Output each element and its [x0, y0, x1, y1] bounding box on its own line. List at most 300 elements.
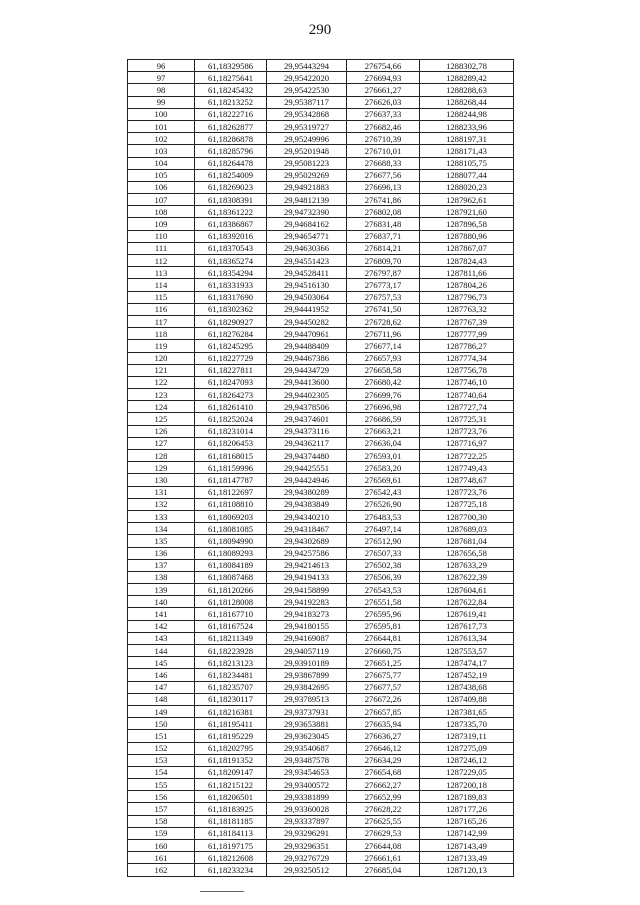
x-coordinate-cell: 276502,38 — [347, 559, 420, 571]
longitude-cell: 29,94450282 — [267, 315, 347, 327]
latitude-cell: 61,18227729 — [195, 352, 267, 364]
point-number-cell: 151 — [128, 730, 195, 742]
x-coordinate-cell: 276837,71 — [347, 230, 420, 242]
latitude-cell: 61,18234481 — [195, 669, 267, 681]
latitude-cell: 61,18122697 — [195, 486, 267, 498]
longitude-cell: 29,94180155 — [267, 620, 347, 632]
latitude-cell: 61,18302362 — [195, 303, 267, 315]
latitude-cell: 61,18216381 — [195, 705, 267, 717]
table-row — [128, 840, 514, 852]
point-number-cell: 123 — [128, 389, 195, 401]
x-coordinate-cell: 276677,57 — [347, 681, 420, 693]
y-coordinate-cell: 1287409,88 — [420, 693, 514, 705]
x-coordinate-cell: 276802,08 — [347, 206, 420, 218]
latitude-cell: 61,18184113 — [195, 827, 267, 839]
latitude-cell: 61,18233234 — [195, 864, 267, 876]
point-number-cell: 113 — [128, 267, 195, 279]
point-number-cell: 100 — [128, 108, 195, 120]
x-coordinate-cell: 276711,96 — [347, 328, 420, 340]
longitude-cell: 29,93381899 — [267, 791, 347, 803]
y-coordinate-cell: 1287177,26 — [420, 803, 514, 815]
table-row — [128, 218, 514, 230]
table-row — [128, 303, 514, 315]
y-coordinate-cell: 1287553,57 — [420, 645, 514, 657]
table-row — [128, 791, 514, 803]
y-coordinate-cell: 1287633,29 — [420, 559, 514, 571]
table-row — [128, 60, 514, 72]
x-coordinate-cell: 276773,17 — [347, 279, 420, 291]
latitude-cell: 61,18354294 — [195, 267, 267, 279]
latitude-cell: 61,18197175 — [195, 840, 267, 852]
x-coordinate-cell: 276644,81 — [347, 632, 420, 644]
longitude-cell: 29,94503064 — [267, 291, 347, 303]
latitude-cell: 61,18202795 — [195, 742, 267, 754]
y-coordinate-cell: 1287165,26 — [420, 815, 514, 827]
y-coordinate-cell: 1287748,67 — [420, 474, 514, 486]
point-number-cell: 127 — [128, 437, 195, 449]
longitude-cell: 29,95387117 — [267, 96, 347, 108]
point-number-cell: 108 — [128, 206, 195, 218]
point-number-cell: 111 — [128, 242, 195, 254]
x-coordinate-cell: 276595,96 — [347, 608, 420, 620]
y-coordinate-cell: 1287740,64 — [420, 389, 514, 401]
page-number: 290 — [308, 22, 332, 38]
x-coordinate-cell: 276635,94 — [347, 718, 420, 730]
y-coordinate-cell: 1287774,34 — [420, 352, 514, 364]
latitude-cell: 61,18108810 — [195, 498, 267, 510]
latitude-cell: 61,18167710 — [195, 608, 267, 620]
table-row — [128, 413, 514, 425]
longitude-cell: 29,94424946 — [267, 474, 347, 486]
point-number-cell: 115 — [128, 291, 195, 303]
table-row — [128, 705, 514, 717]
latitude-cell: 61,18286878 — [195, 133, 267, 145]
latitude-cell: 61,18264273 — [195, 389, 267, 401]
point-number-cell: 157 — [128, 803, 195, 815]
latitude-cell: 61,18245295 — [195, 340, 267, 352]
longitude-cell: 29,94516130 — [267, 279, 347, 291]
x-coordinate-cell: 276741,50 — [347, 303, 420, 315]
x-coordinate-cell: 276507,33 — [347, 547, 420, 559]
table-row — [128, 291, 514, 303]
longitude-cell: 29,93623045 — [267, 730, 347, 742]
x-coordinate-cell: 276483,53 — [347, 510, 420, 522]
x-coordinate-cell: 276658,58 — [347, 364, 420, 376]
longitude-cell: 29,93540687 — [267, 742, 347, 754]
point-number-cell: 145 — [128, 657, 195, 669]
table-row — [128, 315, 514, 327]
y-coordinate-cell: 1287681,04 — [420, 535, 514, 547]
latitude-cell: 61,18235707 — [195, 681, 267, 693]
x-coordinate-cell: 276661,61 — [347, 852, 420, 864]
longitude-cell: 29,94488409 — [267, 340, 347, 352]
latitude-cell: 61,18195229 — [195, 730, 267, 742]
y-coordinate-cell: 1287867,07 — [420, 242, 514, 254]
latitude-cell: 61,18247093 — [195, 376, 267, 388]
point-number-cell: 147 — [128, 681, 195, 693]
y-coordinate-cell: 1288244,98 — [420, 108, 514, 120]
x-coordinate-cell: 276512,90 — [347, 535, 420, 547]
table-row — [128, 364, 514, 376]
point-number-cell: 159 — [128, 827, 195, 839]
point-number-cell: 121 — [128, 364, 195, 376]
table-row — [128, 108, 514, 120]
y-coordinate-cell: 1287763,32 — [420, 303, 514, 315]
y-coordinate-cell: 1288077,44 — [420, 169, 514, 181]
table-row — [128, 328, 514, 340]
table-row — [128, 620, 514, 632]
y-coordinate-cell: 1287767,39 — [420, 315, 514, 327]
latitude-cell: 61,18087468 — [195, 571, 267, 583]
point-number-cell: 134 — [128, 523, 195, 535]
x-coordinate-cell: 276526,90 — [347, 498, 420, 510]
x-coordinate-cell: 276797,87 — [347, 267, 420, 279]
longitude-cell: 29,94654771 — [267, 230, 347, 242]
y-coordinate-cell: 1287335,70 — [420, 718, 514, 730]
point-number-cell: 117 — [128, 315, 195, 327]
longitude-cell: 29,94402305 — [267, 389, 347, 401]
x-coordinate-cell: 276569,61 — [347, 474, 420, 486]
table-row — [128, 681, 514, 693]
longitude-cell: 29,94467386 — [267, 352, 347, 364]
point-number-cell: 98 — [128, 84, 195, 96]
longitude-cell: 29,94318467 — [267, 523, 347, 535]
longitude-cell: 29,94413600 — [267, 376, 347, 388]
x-coordinate-cell: 276551,58 — [347, 596, 420, 608]
longitude-cell: 29,93653881 — [267, 718, 347, 730]
longitude-cell: 29,95443294 — [267, 60, 347, 72]
x-coordinate-cell: 276654,68 — [347, 766, 420, 778]
x-coordinate-cell: 276637,33 — [347, 108, 420, 120]
point-number-cell: 152 — [128, 742, 195, 754]
point-number-cell: 110 — [128, 230, 195, 242]
longitude-cell: 29,95342868 — [267, 108, 347, 120]
y-coordinate-cell: 1287716,97 — [420, 437, 514, 449]
longitude-cell: 29,94470961 — [267, 328, 347, 340]
x-coordinate-cell: 276657,85 — [347, 705, 420, 717]
latitude-cell: 61,18168015 — [195, 450, 267, 462]
latitude-cell: 61,18081085 — [195, 523, 267, 535]
table-row — [128, 584, 514, 596]
longitude-cell: 29,93454653 — [267, 766, 347, 778]
point-number-cell: 120 — [128, 352, 195, 364]
y-coordinate-cell: 1287723,76 — [420, 486, 514, 498]
latitude-cell: 61,18231014 — [195, 425, 267, 437]
point-number-cell: 142 — [128, 620, 195, 632]
x-coordinate-cell: 276636,04 — [347, 437, 420, 449]
longitude-cell: 29,95029269 — [267, 169, 347, 181]
table-row — [128, 608, 514, 620]
point-number-cell: 162 — [128, 864, 195, 876]
y-coordinate-cell: 1287880,96 — [420, 230, 514, 242]
table-row — [128, 230, 514, 242]
table-row — [128, 852, 514, 864]
longitude-cell: 29,95422020 — [267, 72, 347, 84]
point-number-cell: 97 — [128, 72, 195, 84]
longitude-cell: 29,94684162 — [267, 218, 347, 230]
point-number-cell: 158 — [128, 815, 195, 827]
table-row — [128, 498, 514, 510]
y-coordinate-cell: 1288233,96 — [420, 120, 514, 132]
x-coordinate-cell: 276662,27 — [347, 779, 420, 791]
y-coordinate-cell: 1287777,99 — [420, 328, 514, 340]
x-coordinate-cell: 276644,08 — [347, 840, 420, 852]
x-coordinate-cell: 276646,12 — [347, 742, 420, 754]
point-number-cell: 146 — [128, 669, 195, 681]
table-row — [128, 157, 514, 169]
point-number-cell: 156 — [128, 791, 195, 803]
longitude-cell: 29,94257586 — [267, 547, 347, 559]
point-number-cell: 118 — [128, 328, 195, 340]
latitude-cell: 61,18128008 — [195, 596, 267, 608]
point-number-cell: 119 — [128, 340, 195, 352]
longitude-cell: 29,94374480 — [267, 450, 347, 462]
latitude-cell: 61,18227811 — [195, 364, 267, 376]
table-row — [128, 779, 514, 791]
y-coordinate-cell: 1287604,61 — [420, 584, 514, 596]
x-coordinate-cell: 276809,70 — [347, 255, 420, 267]
x-coordinate-cell: 276672,26 — [347, 693, 420, 705]
table-row — [128, 766, 514, 778]
longitude-cell: 29,93400572 — [267, 779, 347, 791]
point-number-cell: 112 — [128, 255, 195, 267]
latitude-cell: 61,18317690 — [195, 291, 267, 303]
x-coordinate-cell: 276542,43 — [347, 486, 420, 498]
table-row — [128, 242, 514, 254]
longitude-cell: 29,94380289 — [267, 486, 347, 498]
latitude-cell: 61,18275641 — [195, 72, 267, 84]
x-coordinate-cell: 276680,42 — [347, 376, 420, 388]
point-number-cell: 103 — [128, 145, 195, 157]
table-row — [128, 181, 514, 193]
x-coordinate-cell: 276694,93 — [347, 72, 420, 84]
x-coordinate-cell: 276660,75 — [347, 645, 420, 657]
table-row — [128, 340, 514, 352]
table-row — [128, 632, 514, 644]
x-coordinate-cell: 276685,04 — [347, 864, 420, 876]
longitude-cell: 29,94169087 — [267, 632, 347, 644]
longitude-cell: 29,94214613 — [267, 559, 347, 571]
point-number-cell: 160 — [128, 840, 195, 852]
longitude-cell: 29,95422530 — [267, 84, 347, 96]
point-number-cell: 150 — [128, 718, 195, 730]
y-coordinate-cell: 1287189,83 — [420, 791, 514, 803]
table-row — [128, 376, 514, 388]
table-row — [128, 96, 514, 108]
point-number-cell: 129 — [128, 462, 195, 474]
x-coordinate-cell: 276628,22 — [347, 803, 420, 815]
latitude-cell: 61,18361222 — [195, 206, 267, 218]
y-coordinate-cell: 1287824,43 — [420, 255, 514, 267]
point-number-cell: 96 — [128, 60, 195, 72]
longitude-cell: 29,94373116 — [267, 425, 347, 437]
latitude-cell: 61,18386867 — [195, 218, 267, 230]
y-coordinate-cell: 1287438,68 — [420, 681, 514, 693]
longitude-cell: 29,94362117 — [267, 437, 347, 449]
table-row — [128, 474, 514, 486]
longitude-cell: 29,94425551 — [267, 462, 347, 474]
table-row — [128, 352, 514, 364]
y-coordinate-cell: 1287896,58 — [420, 218, 514, 230]
y-coordinate-cell: 1287474,17 — [420, 657, 514, 669]
longitude-cell: 29,94551423 — [267, 255, 347, 267]
y-coordinate-cell: 1287796,73 — [420, 291, 514, 303]
latitude-cell: 61,18331933 — [195, 279, 267, 291]
longitude-cell: 29,93737931 — [267, 705, 347, 717]
latitude-cell: 61,18213252 — [195, 96, 267, 108]
y-coordinate-cell: 1287656,58 — [420, 547, 514, 559]
longitude-cell: 29,94194133 — [267, 571, 347, 583]
y-coordinate-cell: 1288288,63 — [420, 84, 514, 96]
latitude-cell: 61,18285796 — [195, 145, 267, 157]
point-number-cell: 107 — [128, 194, 195, 206]
y-coordinate-cell: 1287143,49 — [420, 840, 514, 852]
longitude-cell: 29,94183273 — [267, 608, 347, 620]
latitude-cell: 61,18147787 — [195, 474, 267, 486]
latitude-cell: 61,18084189 — [195, 559, 267, 571]
point-number-cell: 101 — [128, 120, 195, 132]
y-coordinate-cell: 1287811,66 — [420, 267, 514, 279]
table-row — [128, 486, 514, 498]
point-number-cell: 153 — [128, 754, 195, 766]
y-coordinate-cell: 1287921,60 — [420, 206, 514, 218]
y-coordinate-cell: 1287617,73 — [420, 620, 514, 632]
point-number-cell: 130 — [128, 474, 195, 486]
point-number-cell: 124 — [128, 401, 195, 413]
table-row — [128, 864, 514, 876]
longitude-cell: 29,94528411 — [267, 267, 347, 279]
latitude-cell: 61,18191352 — [195, 754, 267, 766]
longitude-cell: 29,95081223 — [267, 157, 347, 169]
table-row — [128, 255, 514, 267]
latitude-cell: 61,18206501 — [195, 791, 267, 803]
latitude-cell: 61,18264478 — [195, 157, 267, 169]
y-coordinate-cell: 1287229,05 — [420, 766, 514, 778]
latitude-cell: 61,18222716 — [195, 108, 267, 120]
latitude-cell: 61,18261410 — [195, 401, 267, 413]
longitude-cell: 29,94302689 — [267, 535, 347, 547]
latitude-cell: 61,18223928 — [195, 645, 267, 657]
x-coordinate-cell: 276682,46 — [347, 120, 420, 132]
y-coordinate-cell: 1287786,27 — [420, 340, 514, 352]
table-row — [128, 437, 514, 449]
latitude-cell: 61,18308391 — [195, 194, 267, 206]
y-coordinate-cell: 1288268,44 — [420, 96, 514, 108]
point-number-cell: 149 — [128, 705, 195, 717]
table-row — [128, 535, 514, 547]
y-coordinate-cell: 1287319,11 — [420, 730, 514, 742]
point-number-cell: 99 — [128, 96, 195, 108]
longitude-cell: 29,93360028 — [267, 803, 347, 815]
x-coordinate-cell: 276663,21 — [347, 425, 420, 437]
coordinates-table-body — [128, 60, 514, 877]
longitude-cell: 29,95319727 — [267, 120, 347, 132]
table-row — [128, 754, 514, 766]
y-coordinate-cell: 1287381,65 — [420, 705, 514, 717]
x-coordinate-cell: 276831,48 — [347, 218, 420, 230]
table-row — [128, 571, 514, 583]
y-coordinate-cell: 1287722,25 — [420, 450, 514, 462]
point-number-cell: 136 — [128, 547, 195, 559]
table-row — [128, 169, 514, 181]
x-coordinate-cell: 276754,66 — [347, 60, 420, 72]
latitude-cell: 61,18069203 — [195, 510, 267, 522]
point-number-cell: 148 — [128, 693, 195, 705]
longitude-cell: 29,94340210 — [267, 510, 347, 522]
x-coordinate-cell: 276652,99 — [347, 791, 420, 803]
latitude-cell: 61,18269023 — [195, 181, 267, 193]
y-coordinate-cell: 1287723,76 — [420, 425, 514, 437]
x-coordinate-cell: 276651,25 — [347, 657, 420, 669]
table-row — [128, 425, 514, 437]
longitude-cell: 29,94921883 — [267, 181, 347, 193]
x-coordinate-cell: 276710,01 — [347, 145, 420, 157]
point-number-cell: 155 — [128, 779, 195, 791]
table-row — [128, 803, 514, 815]
x-coordinate-cell: 276497,14 — [347, 523, 420, 535]
latitude-cell: 61,18181185 — [195, 815, 267, 827]
x-coordinate-cell: 276696,13 — [347, 181, 420, 193]
point-number-cell: 154 — [128, 766, 195, 778]
x-coordinate-cell: 276728,62 — [347, 315, 420, 327]
point-number-cell: 138 — [128, 571, 195, 583]
table-row — [128, 657, 514, 669]
table-row — [128, 194, 514, 206]
point-number-cell: 104 — [128, 157, 195, 169]
latitude-cell: 61,18230117 — [195, 693, 267, 705]
longitude-cell: 29,93867899 — [267, 669, 347, 681]
y-coordinate-cell: 1288289,42 — [420, 72, 514, 84]
latitude-cell: 61,18120266 — [195, 584, 267, 596]
table-row — [128, 72, 514, 84]
point-number-cell: 116 — [128, 303, 195, 315]
x-coordinate-cell: 276661,27 — [347, 84, 420, 96]
latitude-cell: 61,18209147 — [195, 766, 267, 778]
y-coordinate-cell: 1288197,31 — [420, 133, 514, 145]
point-number-cell: 128 — [128, 450, 195, 462]
y-coordinate-cell: 1287700,30 — [420, 510, 514, 522]
latitude-cell: 61,18215122 — [195, 779, 267, 791]
table-row — [128, 450, 514, 462]
longitude-cell: 29,94378506 — [267, 401, 347, 413]
latitude-cell: 61,18262877 — [195, 120, 267, 132]
latitude-cell: 61,18159996 — [195, 462, 267, 474]
x-coordinate-cell: 276757,53 — [347, 291, 420, 303]
table-row — [128, 730, 514, 742]
table-row — [128, 742, 514, 754]
y-coordinate-cell: 1288171,43 — [420, 145, 514, 157]
x-coordinate-cell: 276629,53 — [347, 827, 420, 839]
y-coordinate-cell: 1287689,03 — [420, 523, 514, 535]
table-row — [128, 84, 514, 96]
y-coordinate-cell: 1287725,18 — [420, 498, 514, 510]
point-number-cell: 125 — [128, 413, 195, 425]
longitude-cell: 29,93296351 — [267, 840, 347, 852]
point-number-cell: 143 — [128, 632, 195, 644]
point-number-cell: 140 — [128, 596, 195, 608]
table-row — [128, 462, 514, 474]
x-coordinate-cell: 276741,86 — [347, 194, 420, 206]
y-coordinate-cell: 1287142,99 — [420, 827, 514, 839]
y-coordinate-cell: 1287619,41 — [420, 608, 514, 620]
longitude-cell: 29,93337897 — [267, 815, 347, 827]
coordinates-table — [127, 59, 514, 877]
x-coordinate-cell: 276636,27 — [347, 730, 420, 742]
x-coordinate-cell: 276710,39 — [347, 133, 420, 145]
point-number-cell: 114 — [128, 279, 195, 291]
table-row — [128, 279, 514, 291]
table-row — [128, 718, 514, 730]
